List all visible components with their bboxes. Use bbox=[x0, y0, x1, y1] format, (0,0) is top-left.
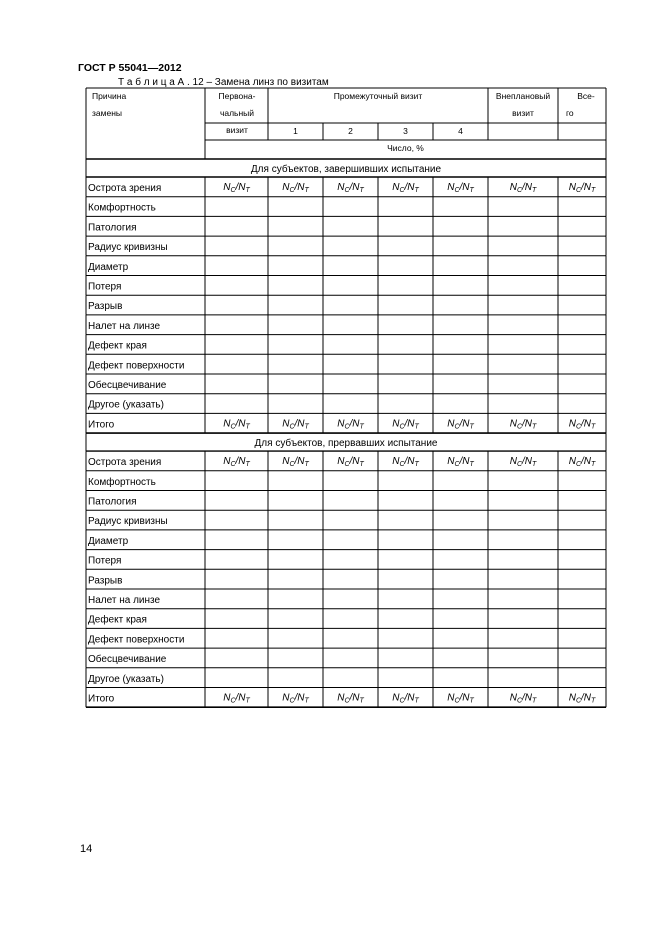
row-label: Дефект поверхности bbox=[88, 360, 185, 372]
row-label: Обесцвечивание bbox=[88, 380, 167, 391]
row-label: Другое (указать) bbox=[88, 399, 164, 411]
nc-nt-formula: $N_C/N_T$ bbox=[447, 182, 474, 194]
row-label: Разрыв bbox=[88, 575, 123, 587]
nc-nt-formula: $N_C/N_T$ bbox=[337, 418, 364, 431]
row-label: Потеря bbox=[88, 555, 122, 567]
row-label: Патология bbox=[88, 496, 137, 508]
nc-nt-formula: $N_C/N_T$ bbox=[223, 456, 250, 469]
nc-nt-formula: $N_C/N_T$ bbox=[392, 182, 419, 194]
header-reason-label: Причина bbox=[92, 91, 127, 101]
row-label: Острота зрения bbox=[88, 183, 162, 194]
header-unplanned-visit: визит bbox=[512, 108, 534, 118]
row-label: Дефект края bbox=[88, 614, 147, 626]
row-label: Налет на линзе bbox=[88, 595, 161, 606]
nc-nt-formula: $N_C/N_T$ bbox=[337, 692, 364, 705]
nc-nt-formula: $N_C/N_T$ bbox=[392, 418, 419, 431]
row-label: Итого bbox=[88, 693, 115, 705]
nc-nt-formula: $N_C/N_T$ bbox=[282, 456, 309, 469]
header-initial-visit: чальный bbox=[219, 108, 255, 118]
nc-nt-formula: $N_C/N_T$ bbox=[568, 182, 596, 194]
row-label: Острота зрения bbox=[88, 457, 162, 469]
row-label: Радиус кривизны bbox=[88, 242, 168, 254]
row-label: Дефект края bbox=[88, 340, 147, 352]
nc-nt-formula: $N_C/N_T$ bbox=[337, 182, 364, 194]
nc-nt-formula: $N_C/N_T$ bbox=[223, 418, 250, 431]
row-label: Комфортность bbox=[88, 202, 156, 214]
nc-nt-formula: $N_C/N_T$ bbox=[568, 456, 596, 469]
row-label: Другое (указать) bbox=[88, 673, 164, 685]
header-visit-number: 1 bbox=[293, 126, 298, 136]
row-label: Дефект поверхности bbox=[88, 634, 185, 646]
page-number: 14 bbox=[80, 843, 93, 855]
row-label: Патология bbox=[88, 222, 137, 234]
nc-nt-formula: $N_C/N_T$ bbox=[223, 692, 250, 705]
nc-nt-formula: $N_C/N_T$ bbox=[392, 456, 419, 469]
nc-nt-formula: $N_C/N_T$ bbox=[509, 418, 537, 431]
row-label: Итого bbox=[88, 419, 115, 431]
document-header: ГОСТ Р 55041—2012 bbox=[78, 62, 182, 74]
header-total: Все- bbox=[577, 91, 595, 101]
nc-nt-formula: $N_C/N_T$ bbox=[447, 692, 474, 705]
header-initial-visit: Первона- bbox=[218, 91, 256, 101]
header-reason-label: замены bbox=[92, 108, 122, 118]
nc-nt-formula: $N_C/N_T$ bbox=[509, 456, 537, 469]
nc-nt-formula: $N_C/N_T$ bbox=[337, 456, 364, 469]
header-initial-visit: визит bbox=[226, 125, 248, 135]
header-intermediate-visit: Промежуточный визит bbox=[333, 91, 423, 101]
nc-nt-formula: $N_C/N_T$ bbox=[282, 418, 309, 431]
nc-nt-formula: $N_C/N_T$ bbox=[447, 418, 474, 431]
row-label: Обесцвечивание bbox=[88, 654, 167, 666]
header-visit-number: 3 bbox=[403, 126, 408, 136]
row-label: Диаметр bbox=[88, 535, 129, 547]
table-caption: Т а б л и ц а А . 12 – Замена линз по визитам bbox=[118, 77, 329, 88]
row-label: Налет на линзе bbox=[88, 320, 161, 332]
nc-nt-formula: $N_C/N_T$ bbox=[568, 692, 596, 705]
section-title: Для субъектов, прервавших испытание bbox=[254, 438, 438, 450]
header-unplanned-visit: Внеплановый bbox=[495, 91, 551, 101]
nc-nt-formula: $N_C/N_T$ bbox=[392, 692, 419, 705]
row-label: Разрыв bbox=[88, 301, 123, 313]
row-label: Комфортность bbox=[88, 476, 156, 488]
header-visit-number: 4 bbox=[458, 126, 463, 136]
row-label: Диаметр bbox=[88, 261, 129, 273]
nc-nt-formula: $N_C/N_T$ bbox=[509, 182, 537, 194]
nc-nt-formula: $N_C/N_T$ bbox=[447, 456, 474, 469]
section-title: Для субъектов, завершивших испытание bbox=[250, 164, 442, 175]
header-unit: Число, % bbox=[387, 143, 424, 153]
nc-nt-formula: $N_C/N_T$ bbox=[282, 182, 309, 194]
header-total: го bbox=[566, 108, 574, 118]
nc-nt-formula: $N_C/N_T$ bbox=[282, 692, 309, 705]
header-visit-number: 2 bbox=[348, 126, 353, 136]
nc-nt-formula: $N_C/N_T$ bbox=[509, 692, 537, 705]
nc-nt-formula: $N_C/N_T$ bbox=[568, 418, 596, 431]
nc-nt-formula: $N_C/N_T$ bbox=[223, 182, 250, 194]
row-label: Потеря bbox=[88, 281, 122, 293]
row-label: Радиус кривизны bbox=[88, 516, 168, 528]
